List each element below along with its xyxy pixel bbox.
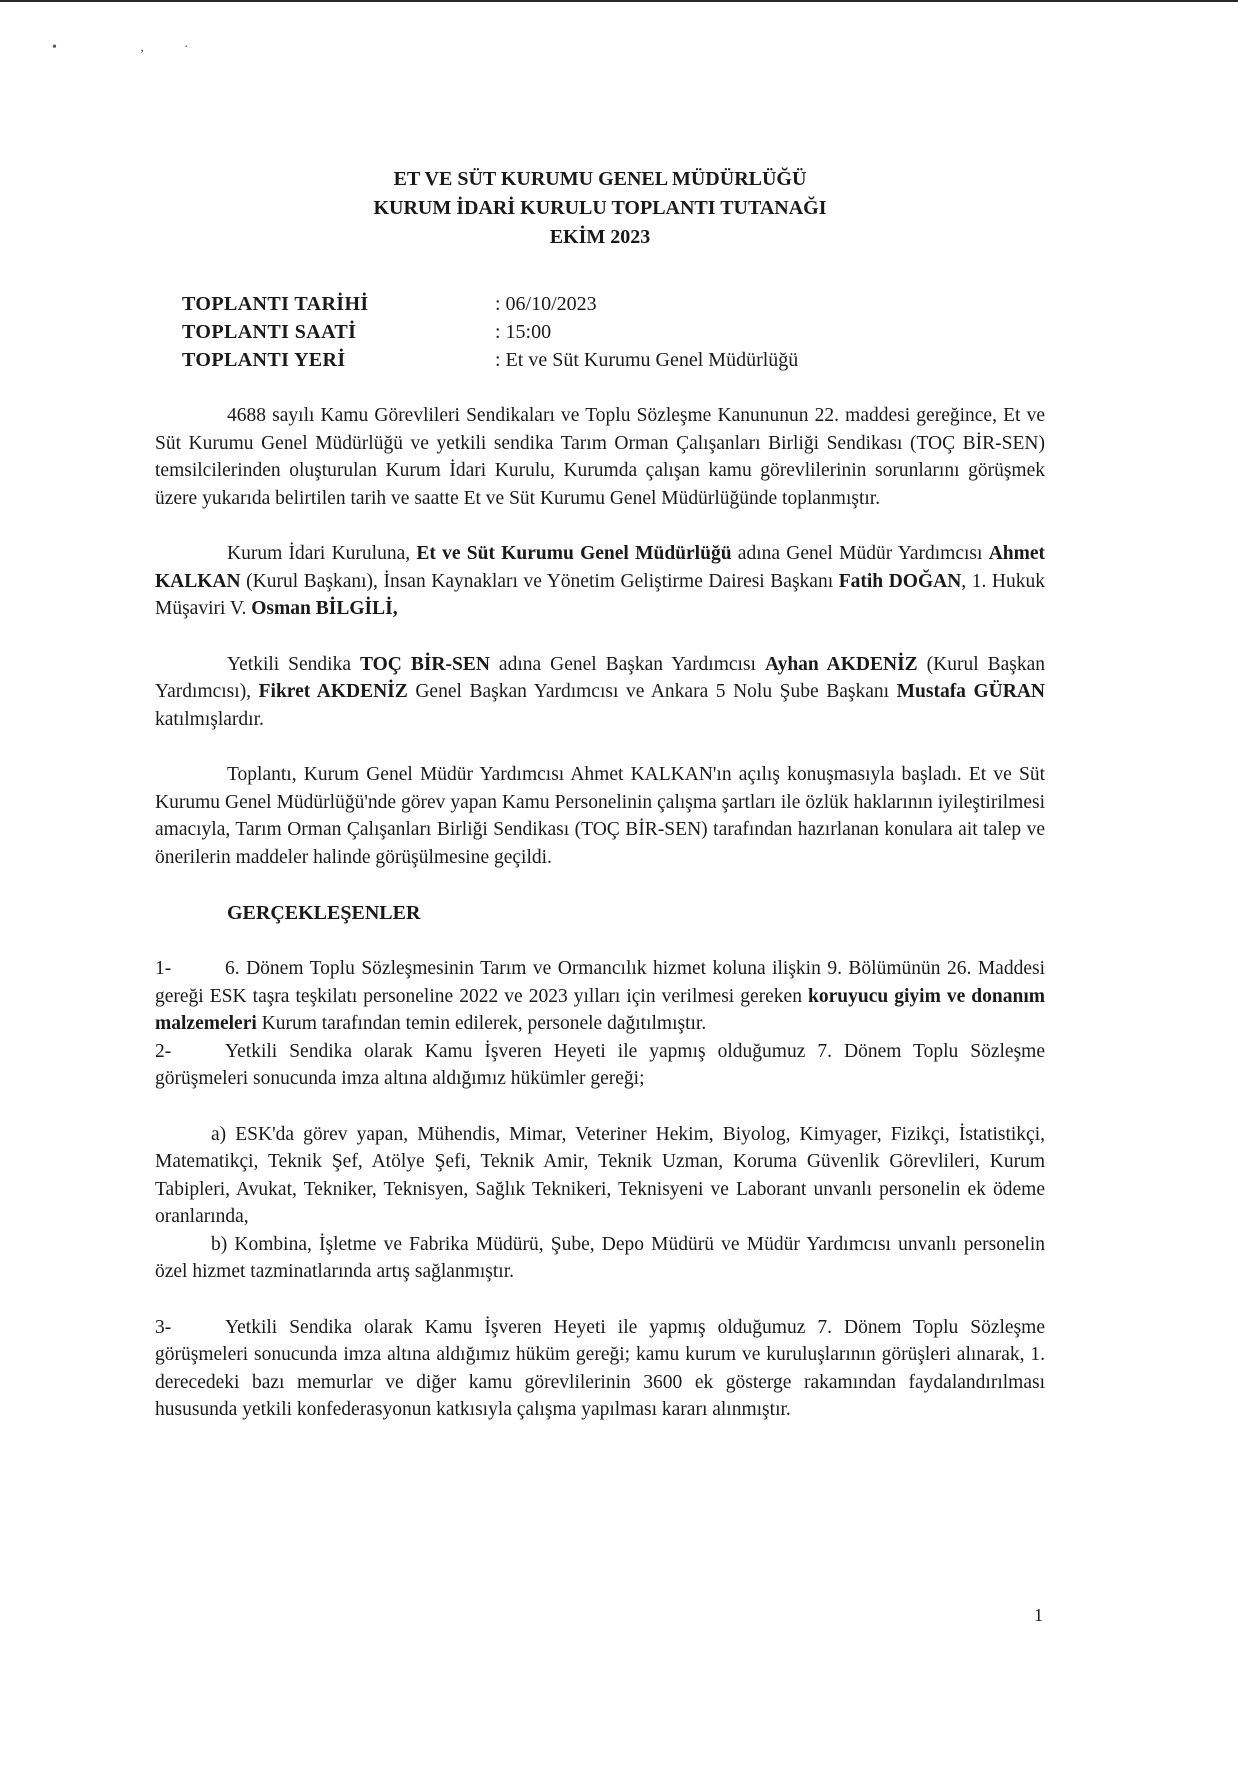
meeting-place-value: : Et ve Süt Kurumu Genel Müdürlüğü	[495, 349, 799, 371]
document-title	[155, 165, 1045, 252]
meeting-date-row	[182, 290, 1045, 318]
meeting-time-label: TOPLANTI SAATİ	[182, 321, 357, 343]
scan-top-edge	[0, 0, 1238, 2]
title-line-3: EKİM 2023	[549, 226, 651, 248]
list-item-2: 2- Yetkili Sendika olarak Kamu İşveren Heyeti ile yapmış olduğumuz 7. Dönem Toplu Sözleşme görüşmeleri sonucunda imza altına aldığımız hükümler gereği;	[155, 1038, 1045, 1093]
meeting-info	[182, 290, 1045, 374]
list-item-2-number: 2-	[155, 1040, 172, 1062]
document-page	[155, 165, 1045, 1424]
list-item-2-b: b) Kombina, İşletme ve Fabrika Müdürü, Şube, Depo Müdürü ve Müdür Yardımcısı unvanlı personelin özel hizmet tazminatlarında artış sağlanmıştır.	[155, 1233, 1045, 1282]
list-item-3-number: 3-	[155, 1316, 172, 1338]
list-item-2-a: a) ESK'da görev yapan, Mühendis, Mimar, Veteriner Hekim, Biyolog, Kimyager, Fizikçi, İstatistikçi, Matematikçi, Teknik Şef, Atölye Şefi, Teknik Amir, Teknik Uzman, Koruma Güvenlik Görevlileri, Kurum Tabipleri, Avukat, Tekniker, Teknisyen, Sağlık Teknikeri, Teknisyeni ve Laborant unvanlı personelin ek ödeme oranlarında,	[155, 1123, 1045, 1227]
opening-paragraph: Toplantı, Kurum Genel Müdür Yardımcısı Ahmet KALKAN'ın açılış konuşmasıyla başladı. Et ve Süt Kurumu Genel Müdürlüğü'nde görev yapan Kamu Personelinin çalışma şartları ile özlük haklarının iyileştirilmesi amacıyla, Tarım Orman Çalışanları Birliği Sendikası (TOÇ BİR-SEN) tarafından hazırlanan konulara ait talep ve önerilerin maddeler halinde görüşülmesine geçildi.	[155, 764, 1045, 868]
scan-marks: • ,·	[52, 40, 229, 55]
meeting-date-label: TOPLANTI TARİHİ	[182, 293, 369, 315]
meeting-time-row	[182, 318, 1045, 346]
meeting-date-value: : 06/10/2023	[495, 293, 597, 315]
list-item-1: 1- 6. Dönem Toplu Sözleşmesinin Tarım ve Ormancılık hizmet koluna ilişkin 9. Bölümünün 26. Maddesi gereği ESK taşra teşkilatı personeline 2022 ve 2023 yılları için verilmesi gereken koruyucu giyim ve donanım malzemeleri Kurum tarafından temin edilerek, personele dağıtılmıştır.	[155, 955, 1045, 1038]
list-item-3: 3- Yetkili Sendika olarak Kamu İşveren Heyeti ile yapmış olduğumuz 7. Dönem Toplu Sözleşme görüşmeleri sonucunda imza altına aldığımız hüküm gereği; kamu kurum ve kuruluşlarının görüşleri alınarak, 1. derecedeki bazı memurlar ve diğer kamu görevlilerinin 3600 ek gösterge rakamından faydalandırılması hususunda yetkili konfederasyonun katkısıyla çalışma yapılması kararı alınmıştır.	[155, 1314, 1045, 1424]
list-item-1-number: 1-	[155, 958, 172, 979]
meeting-time-value: : 15:00	[495, 321, 552, 343]
participants-institution-paragraph: Kurum İdari Kuruluna, Et ve Süt Kurumu Genel Müdürlüğü adına Genel Müdür Yardımcısı Ahmet KALKAN (Kurul Başkanı), İnsan Kaynakları ve Yönetim Geliştirme Dairesi Başkanı Fatih DOĞAN, 1. Hukuk Müşaviri V. Osman BİLGİLİ,	[155, 543, 1046, 619]
meeting-place-label: TOPLANTI YERİ	[182, 349, 346, 371]
intro-paragraph: 4688 sayılı Kamu Görevlileri Sendikaları ve Toplu Sözleşme Kanununun 22. maddesi gereğince, Et ve Süt Kurumu Genel Müdürlüğü ve yetkili sendika Tarım Orman Çalışanları Birliği Sendikası (TOÇ BİR-SEN) temsilcilerinden oluşturulan Kurum İdari Kurulu, Kurumda çalışan kamu görevlilerinin sorunlarını görüşmek üzere yukarıda belirtilen tarih ve saatte Et ve Süt Kurumu Genel Müdürlüğünde toplanmıştır.	[155, 405, 1045, 509]
meeting-place-row	[182, 346, 1045, 374]
page-number: 1	[1034, 1605, 1043, 1625]
participants-union-paragraph: Yetkili Sendika TOÇ BİR-SEN adına Genel Başkan Yardımcısı Ayhan AKDENİZ (Kurul Başkan Yardımcısı), Fikret AKDENİZ Genel Başkan Yardımcısı ve Ankara 5 Nolu Şube Başkanı Mustafa GÜRAN katılmışlardır.	[155, 653, 1046, 730]
title-line-2: KURUM İDARİ KURULU TOPLANTI TUTANAĞI	[373, 197, 827, 219]
section-heading: GERÇEKLEŞENLER	[227, 902, 421, 924]
title-line-1: ET VE SÜT KURUMU GENEL MÜDÜRLÜĞÜ	[393, 168, 807, 190]
